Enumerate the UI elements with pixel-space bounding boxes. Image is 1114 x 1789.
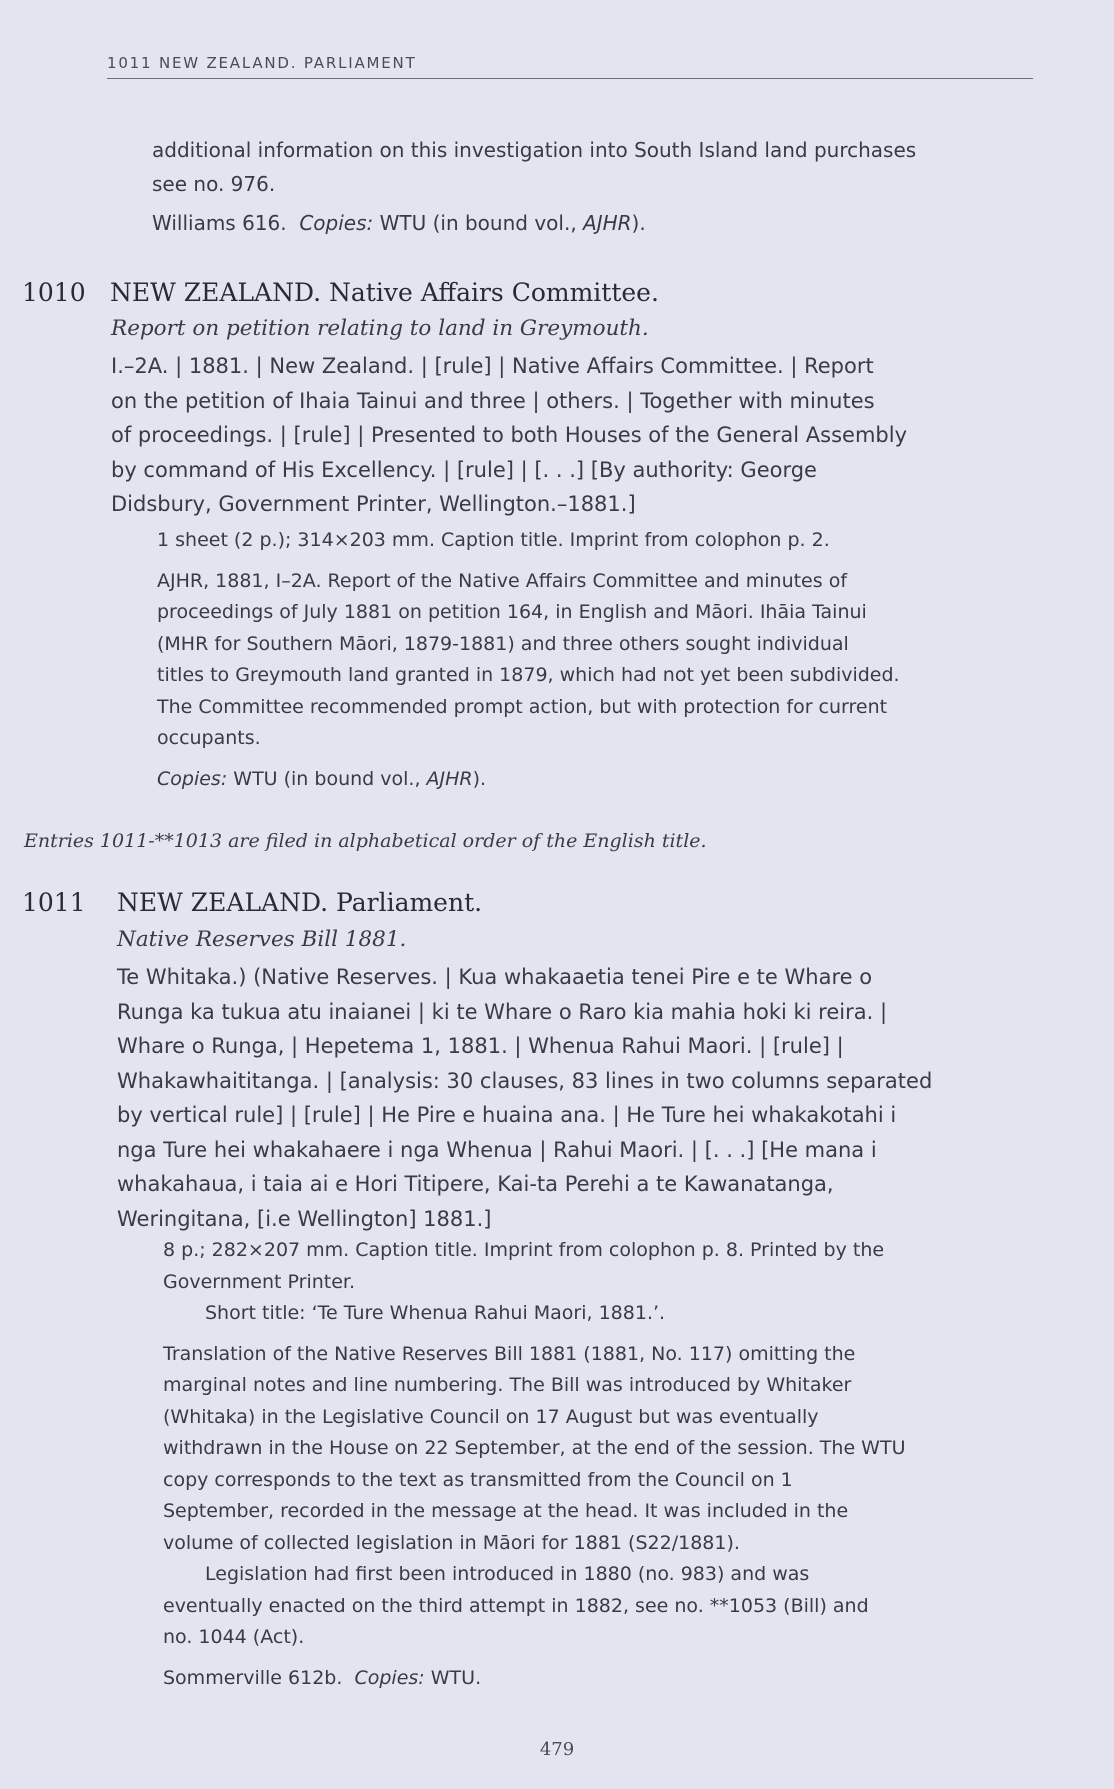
note-line: The Committee recommended prompt action, but with protection for current	[157, 695, 888, 718]
note-line: titles to Greymouth land granted in 1879, which had not yet been subdivided.	[157, 664, 900, 686]
copies-end: ).	[631, 211, 646, 235]
text-line: additional information on this investigation into South Island land purchases	[152, 138, 917, 162]
transcription-line: Weringitana, [i.e Wellington] 1881.]	[117, 1206, 492, 1231]
copies-text: WTU (in bound vol.,	[379, 211, 577, 235]
entry-1010-subtitle: Report on petition relating to land in Greymouth.	[111, 316, 649, 341]
copies-label: Copies:	[299, 211, 374, 235]
note-line: Translation of the Native Reserves Bill 1881 (1881, No. 117) omitting the	[163, 1342, 856, 1365]
transcription-line: Didsbury, Government Printer, Wellington.–1881.]	[111, 492, 636, 516]
transcription-line: whakahaua, i taia ai e Hori Titipere, Kai-ta Perehi a te Kawanatanga,	[117, 1172, 834, 1196]
text-line: see no. 976.	[152, 172, 276, 196]
page-number: 479	[539, 1739, 575, 1760]
note-line: (Whitaka) in the Legislative Council on 17 August but was eventually	[163, 1405, 819, 1428]
transcription-line: nga Ture hei whakahaere i nga Whenua | Rahui Maori. | [. . .] [He mana i	[117, 1137, 877, 1162]
running-head: 1011 NEW ZEALAND. PARLIAMENT	[107, 54, 1033, 79]
short-title: Short title: ‘Te Ture Whenua Rahui Maori, 1881.’.	[205, 1302, 666, 1324]
reference: Sommerville 612b.	[163, 1666, 343, 1689]
copies-label: Copies:	[157, 767, 228, 790]
entry-1011-subtitle: Native Reserves Bill 1881.	[117, 927, 407, 952]
copies-end: ).	[472, 767, 487, 790]
filing-note: Entries 1011-**1013 are filed in alphabetical order of the English title.	[24, 830, 707, 852]
transcription-line: Whare o Runga, | Hepetema 1, 1881. | Whenua Rahui Maori. | [rule] |	[117, 1034, 844, 1058]
note-line: withdrawn in the House on 22 September, at the end of the session. The WTU	[163, 1437, 906, 1459]
entry-1011-heading	[22, 888, 483, 917]
transcription-line: Whakawhaititanga. | [analysis: 30 clauses, 83 lines in two columns separated	[117, 1068, 933, 1093]
copies-line	[163, 1663, 905, 1695]
copies-label: Copies:	[354, 1666, 425, 1689]
entry-1011-transcription	[117, 960, 932, 1236]
note-line: no. 1044 (Act).	[163, 1626, 305, 1648]
note-line: eventually enacted on the third attempt in 1882, see no. **1053 (Bill) and	[163, 1594, 869, 1617]
note-line: occupants.	[157, 727, 261, 749]
transcription-line: I.–2A. | 1881. | New Zealand. | [rule] | Native Affairs Committee. | Report	[111, 354, 874, 378]
note-line: September, recorded in the message at the head. It was included in the	[163, 1500, 849, 1522]
copies-source: AJHR	[583, 211, 632, 235]
copies-text: WTU.	[430, 1666, 482, 1689]
note-line: proceedings of July 1881 on petition 164, in English and Māori. Ihāia Tainui	[157, 601, 867, 623]
note-line: AJHR, 1881, I–2A. Report of the Native Affairs Committee and minutes of	[157, 569, 848, 592]
transcription-line: by command of His Excellency. | [rule] | [. . .] [By authority: George	[111, 457, 817, 482]
physical-description: 1 sheet (2 p.); 314×203 mm. Caption title. Imprint from colophon p. 2.	[157, 529, 830, 551]
previous-entry-continuation	[152, 133, 916, 240]
copies-text: WTU (in bound vol.,	[233, 767, 421, 790]
entry-number: 1010	[22, 278, 86, 307]
entry-1010-transcription	[111, 349, 907, 522]
reference: Williams 616.	[152, 211, 287, 235]
transcription-line: on the petition of Ihaia Tainui and three | others. | Together with minutes	[111, 388, 875, 413]
entry-1010-heading	[22, 278, 659, 307]
note-line: copy corresponds to the text as transmitted from the Council on 1	[163, 1468, 793, 1491]
entry-title: NEW ZEALAND. Native Affairs Committee.	[110, 278, 659, 307]
note-line: (MHR for Southern Māori, 1879-1881) and three others sought individual	[157, 632, 849, 655]
physical-description: 8 p.; 282×207 mm. Caption title. Imprint from colophon p. 8. Printed by the	[163, 1239, 885, 1261]
physical-description: Government Printer.	[163, 1270, 356, 1293]
entry-title: NEW ZEALAND. Parliament.	[117, 888, 483, 917]
note-line: volume of collected legislation in Māori for 1881 (S22/1881).	[163, 1531, 740, 1554]
note-line: Legislation had first been introduced in 1880 (no. 983) and was	[205, 1563, 810, 1585]
transcription-line: of proceedings. | [rule] | Presented to both Houses of the General Assembly	[111, 423, 908, 447]
transcription-line: Te Whitaka.) (Native Reserves. | Kua whakaaetia tenei Pire e te Whare o	[117, 965, 873, 989]
copies-line	[152, 206, 916, 240]
entry-1010-notes	[157, 525, 900, 795]
transcription-line: by vertical rule] | [rule] | He Pire e huaina ana. | He Ture hei whakakotahi i	[117, 1103, 897, 1127]
note-line: marginal notes and line numbering. The Bill was introduced by Whitaker	[163, 1374, 852, 1396]
entry-1011-notes	[163, 1235, 905, 1694]
transcription-line: Runga ka tukua atu inaianei | ki te Whare o Raro kia mahia hoki ki reira. |	[117, 999, 888, 1024]
entry-number: 1011	[22, 888, 86, 917]
copies-source: AJHR	[426, 767, 473, 790]
copies-line	[157, 764, 900, 796]
